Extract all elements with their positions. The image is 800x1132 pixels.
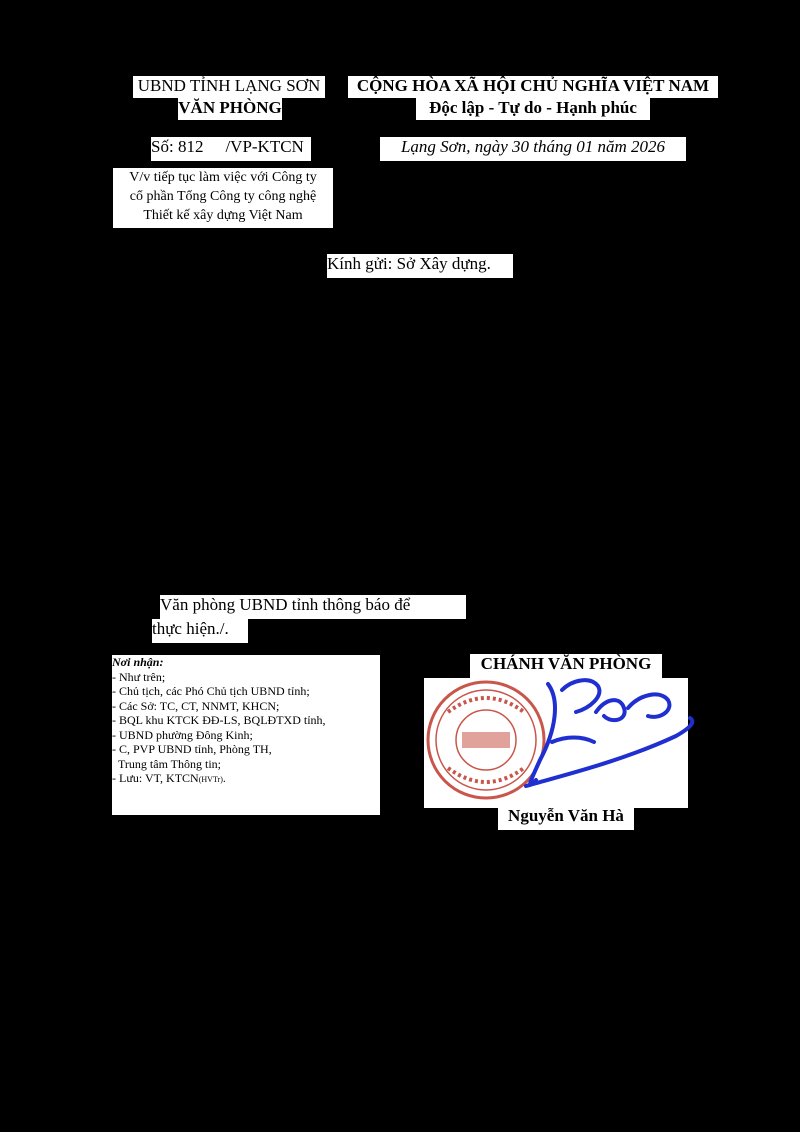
subject-line: Thiết kế xây dựng Việt Nam (143, 208, 303, 223)
subject-line: V/v tiếp tục làm việc với Công ty (129, 170, 317, 185)
salutation: Kính gửi: Sở Xây dựng. (327, 254, 513, 278)
national-motto: Độc lập - Tự do - Hạnh phúc (416, 98, 650, 120)
body-line: thực hiện./. (152, 619, 248, 643)
org-name-line2: VĂN PHÒNG (178, 98, 282, 120)
body-line: Văn phòng UBND tỉnh thông báo để (160, 595, 466, 619)
recipient-item: - Chủ tịch, các Phó Chủ tịch UBND tỉnh; (112, 684, 310, 698)
recipient-item: - C, PVP UBND tỉnh, Phòng TH, (112, 742, 272, 756)
doc-number-suffix: /VP-KTCN (225, 137, 304, 156)
date-line: Lạng Sơn, ngày 30 tháng 01 năm 2026 (380, 137, 686, 161)
subject-line: cổ phần Tổng Công ty công nghệ (129, 189, 317, 204)
nation-title: CỘNG HÒA XÃ HỘI CHỦ NGHĨA VIỆT NAM (348, 76, 718, 98)
official-seal (428, 682, 544, 798)
signer-title: CHÁNH VĂN PHÒNG (470, 654, 662, 678)
recipient-item: - UBND phường Đông Kinh; (112, 727, 253, 742)
recipients-heading: Nơi nhận: (112, 655, 164, 669)
doc-number-value: 812 (177, 137, 204, 156)
doc-number-prefix: Số: (151, 137, 178, 156)
recipient-item-archive: - Lưu: VT, KTCN(HVTr). (112, 771, 226, 785)
recipient-item: - Các Sở: TC, CT, NNMT, KHCN; (112, 698, 280, 713)
recipient-item: Trung tâm Thông tin; (118, 756, 222, 771)
signer-name: Nguyễn Văn Hà (498, 806, 634, 830)
recipient-item: - BQL khu KTCK ĐĐ-LS, BQLĐTXD tỉnh, (112, 713, 326, 727)
handwritten-signature (526, 680, 692, 786)
org-name-line1: UBND TỈNH LẠNG SƠN (133, 76, 325, 98)
recipient-item: - Như trên; (112, 669, 166, 684)
